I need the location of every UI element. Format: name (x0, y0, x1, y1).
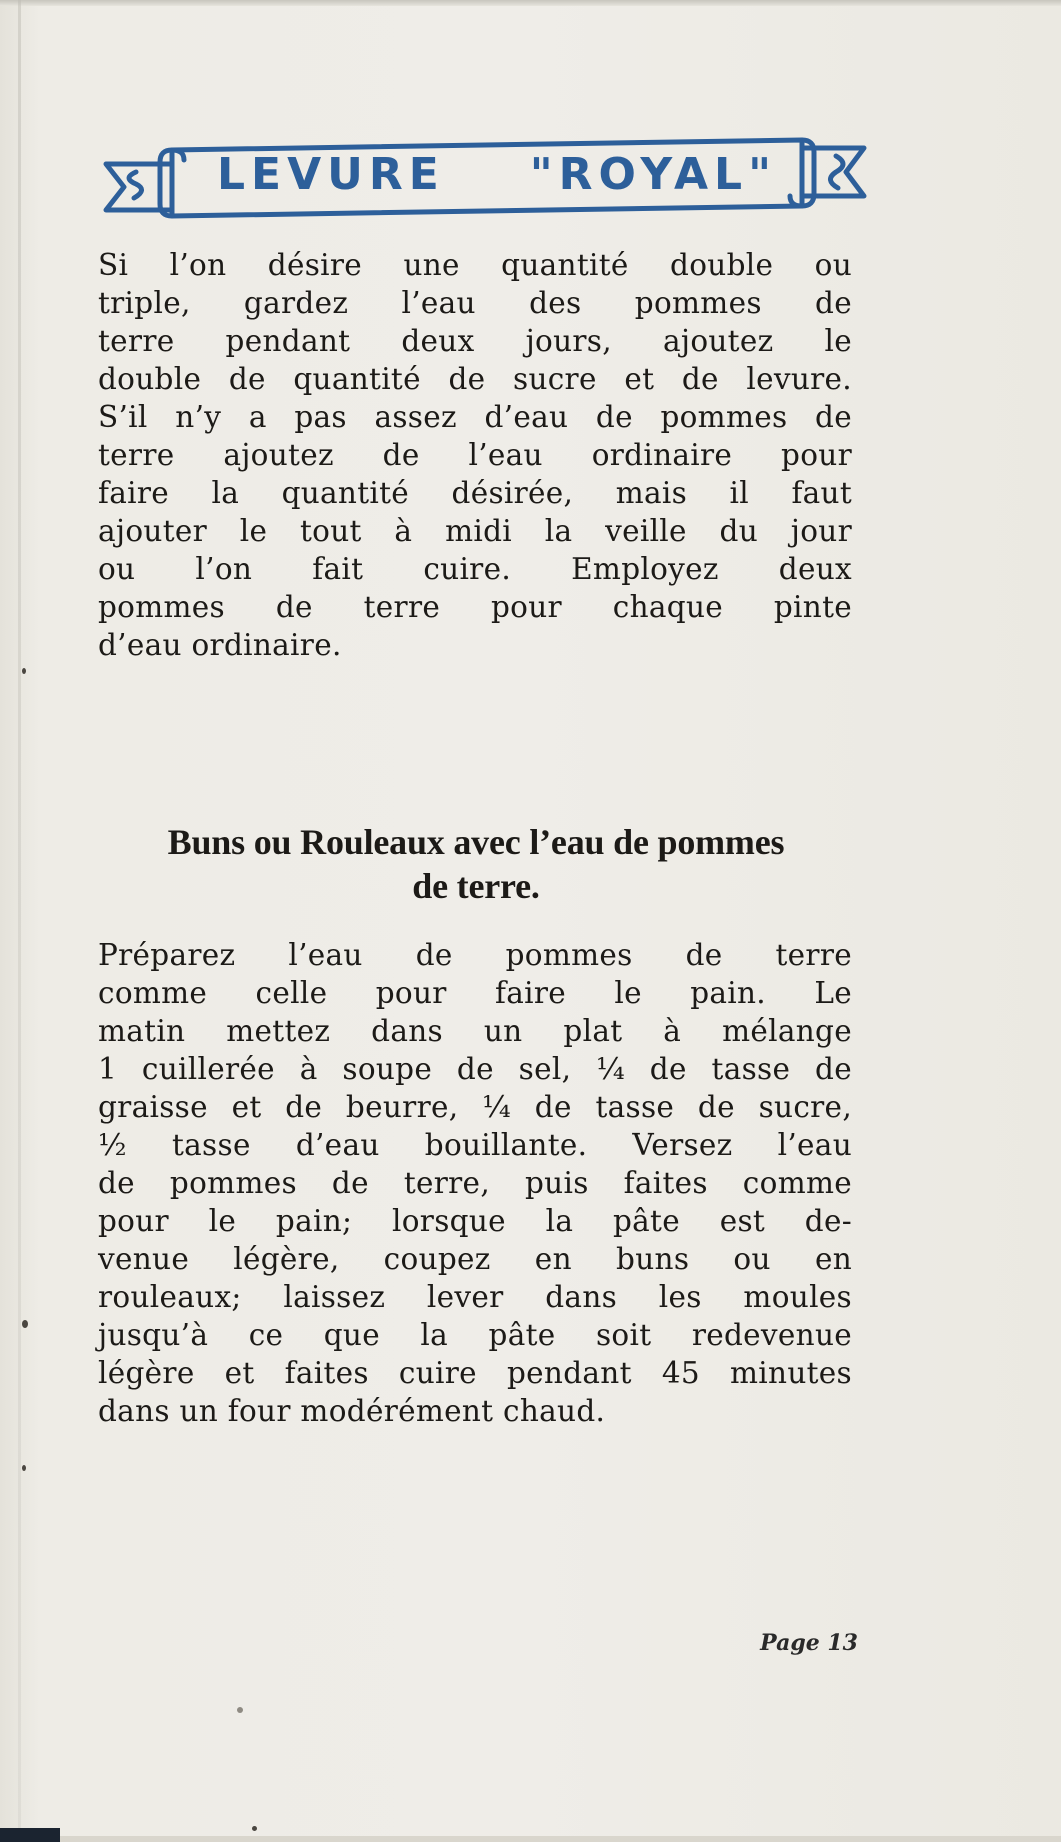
text-line: jusqu’à ce que la pâte soit redevenue (98, 1318, 852, 1352)
text-line: matin mettez dans un plat à mélange (98, 1014, 852, 1048)
text-line: pommes de terre pour chaque pinte (98, 590, 852, 624)
banner-word-levure: LEVURE (217, 148, 445, 200)
text-line: venue légère, coupez en buns ou en (98, 1242, 852, 1276)
text-line: ½ tasse d’eau bouillante. Versez l’eau (98, 1128, 852, 1162)
text-line: pour le pain; lorsque la pâte est de- (98, 1204, 852, 1238)
text-line: triple, gardez l’eau des pommes de (98, 286, 852, 320)
paper-speck (22, 1465, 26, 1471)
text-line: ou l’on fait cuire. Employez deux (98, 552, 852, 586)
recipe-heading-line: Buns ou Rouleaux avec l’eau de pommes (167, 822, 785, 862)
text-line: de pommes de terre, puis faites comme (98, 1166, 852, 1200)
text-line: S’il n’y a pas assez d’eau de pommes de (98, 400, 852, 434)
text-line: 1 cuillerée à soupe de sel, ¼ de tasse de (98, 1052, 852, 1086)
text-line: dans un four modérément chaud. (98, 1394, 606, 1428)
text-line: terre ajoutez de l’eau ordinaire pour (98, 438, 852, 472)
paper-speck (252, 1826, 257, 1831)
top-edge (0, 0, 1061, 6)
banner-word-royal: "ROYAL" (529, 148, 777, 200)
recipe-heading (96, 820, 856, 908)
bottom-edge (0, 1836, 1061, 1842)
text-line: ajouter le tout à midi la veille du jour (98, 514, 852, 548)
text-line: terre pendant deux jours, ajoutez le (98, 324, 852, 358)
text-line: Préparez l’eau de pommes de terre (98, 938, 852, 972)
paper-speck (22, 1320, 28, 1328)
banner-title (217, 144, 777, 204)
text-line: faire la quantité désirée, mais il faut (98, 476, 852, 510)
recipe-heading-line: de terre. (412, 866, 540, 906)
text-line: d’eau ordinaire. (98, 628, 342, 662)
text-line: comme celle pour faire le pain. Le (98, 976, 852, 1010)
paper-speck (22, 668, 26, 674)
levure-royal-banner (102, 132, 868, 224)
text-line: graisse et de beurre, ¼ de tasse de sucre, (98, 1090, 852, 1124)
paper-speck (237, 1707, 243, 1713)
page-number: Page 13 (760, 1630, 858, 1656)
text-line: rouleaux; laissez lever dans les moules (98, 1280, 852, 1314)
recipe-paragraph (98, 936, 852, 1430)
text-line: double de quantité de sucre et de levure. (98, 362, 852, 396)
text-line: Si l’on désire une quantité double ou (98, 248, 852, 282)
intro-paragraph (98, 246, 852, 664)
binding-margin (18, 0, 21, 1842)
scan-edge (0, 1828, 60, 1842)
text-line: légère et faites cuire pendant 45 minutes (98, 1356, 852, 1390)
